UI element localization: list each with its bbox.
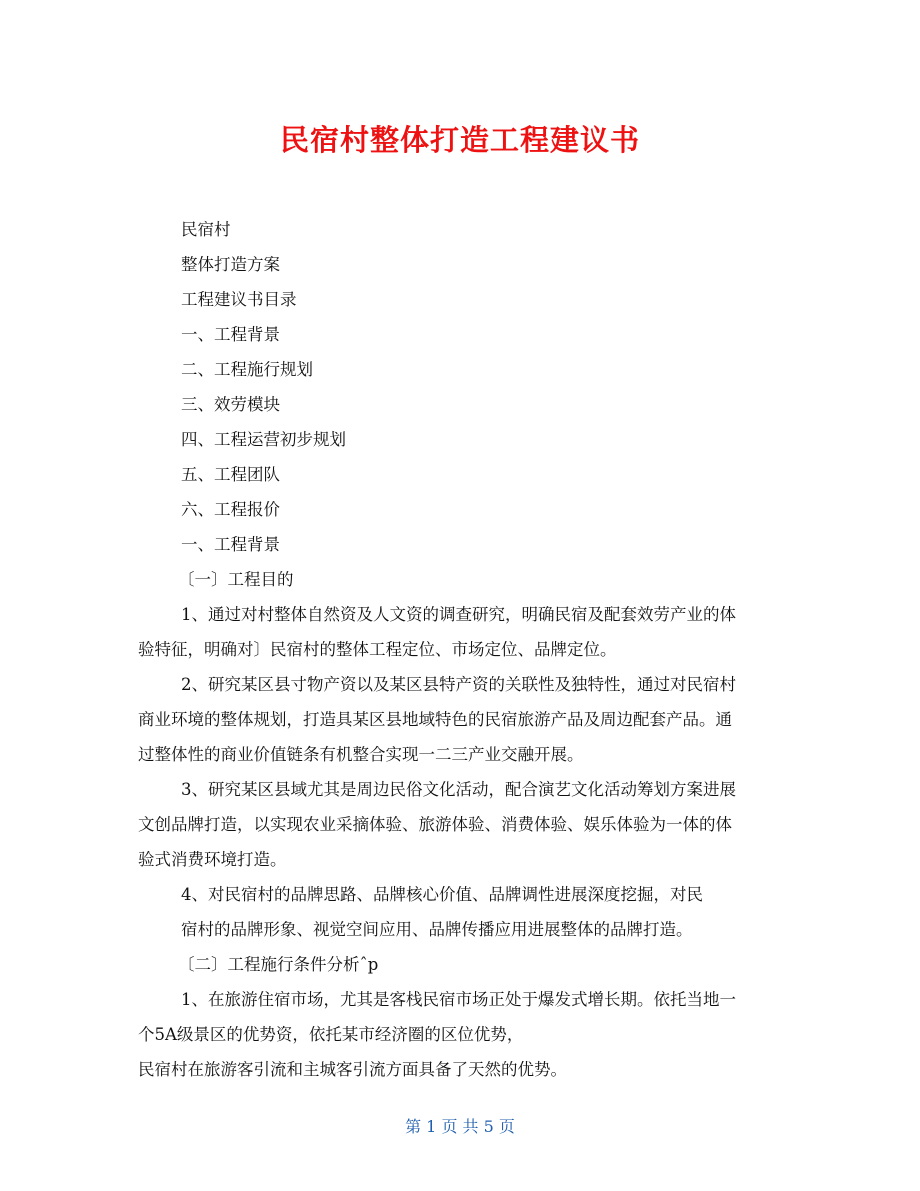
toc-item: 五、工程团队: [181, 465, 280, 484]
document-title: 民宿村整体打造工程建议书: [279, 123, 640, 157]
paragraph-line: 4、对民宿村的品牌思路、品牌核心价值、品牌调性进展深度挖掘，对民: [181, 885, 703, 904]
paragraph-line: 宿村的品牌形象、视觉空间应用、品牌传播应用进展整体的品牌打造。: [181, 920, 693, 939]
paragraph-line: 验式消费环境打造。: [138, 850, 287, 869]
paragraph-line: 1、通过对村整体自然资及人文资的调查研究，明确民宿及配套效劳产业的体: [181, 605, 736, 624]
subsection-heading: 〔一〕工程目的: [178, 570, 294, 589]
toc-item: 四、工程运营初步规划: [181, 430, 346, 449]
paragraph-line: 3、研究某区县域尤其是周边民俗文化活动，配合演艺文化活动筹划方案进展: [181, 780, 736, 799]
paragraph-line: 过整体性的商业价值链条有机整合实现一二三产业交融开展。: [138, 745, 584, 764]
toc-item: 六、工程报价: [181, 500, 280, 519]
paragraph-line: 1、在旅游住宿市场，尤其是客栈民宿市场正处于爆发式增长期。依托当地一: [181, 990, 736, 1009]
paragraph-line: 验特征，明确对〕民宿村的整体工程定位、市场定位、品牌定位。: [138, 640, 617, 659]
paragraph-line: 民宿村在旅游客引流和主城客引流方面具备了天然的优势。: [138, 1060, 567, 1079]
toc-line: 整体打造方案: [181, 255, 280, 274]
toc-item: 一、工程背景: [181, 325, 280, 344]
page-number-footer: 第 1 页 共 5 页: [405, 1117, 515, 1136]
toc-item: 二、工程施行规划: [181, 360, 313, 379]
toc-item: 三、效劳模块: [181, 395, 280, 414]
toc-line: 工程建议书目录: [181, 290, 297, 309]
paragraph-line: 2、研究某区县寸物产资以及某区县特产资的关联性及独特性，通过对民宿村: [181, 675, 736, 694]
paragraph-line: 商业环境的整体规划，打造具某区县地域特色的民宿旅游产品及周边配套产品。通: [138, 710, 732, 729]
toc-line: 民宿村: [181, 220, 231, 239]
section-heading: 一、工程背景: [181, 535, 280, 554]
subsection-heading: 〔二〕工程施行条件分析ˆp: [178, 955, 379, 974]
paragraph-line: 个5A级景区的优势资，依托某市经济圈的区位优势，: [138, 1025, 524, 1044]
paragraph-line: 文创品牌打造，以实现农业采摘体验、旅游体验、消费体验、娱乐体验为一体的体: [138, 815, 732, 834]
